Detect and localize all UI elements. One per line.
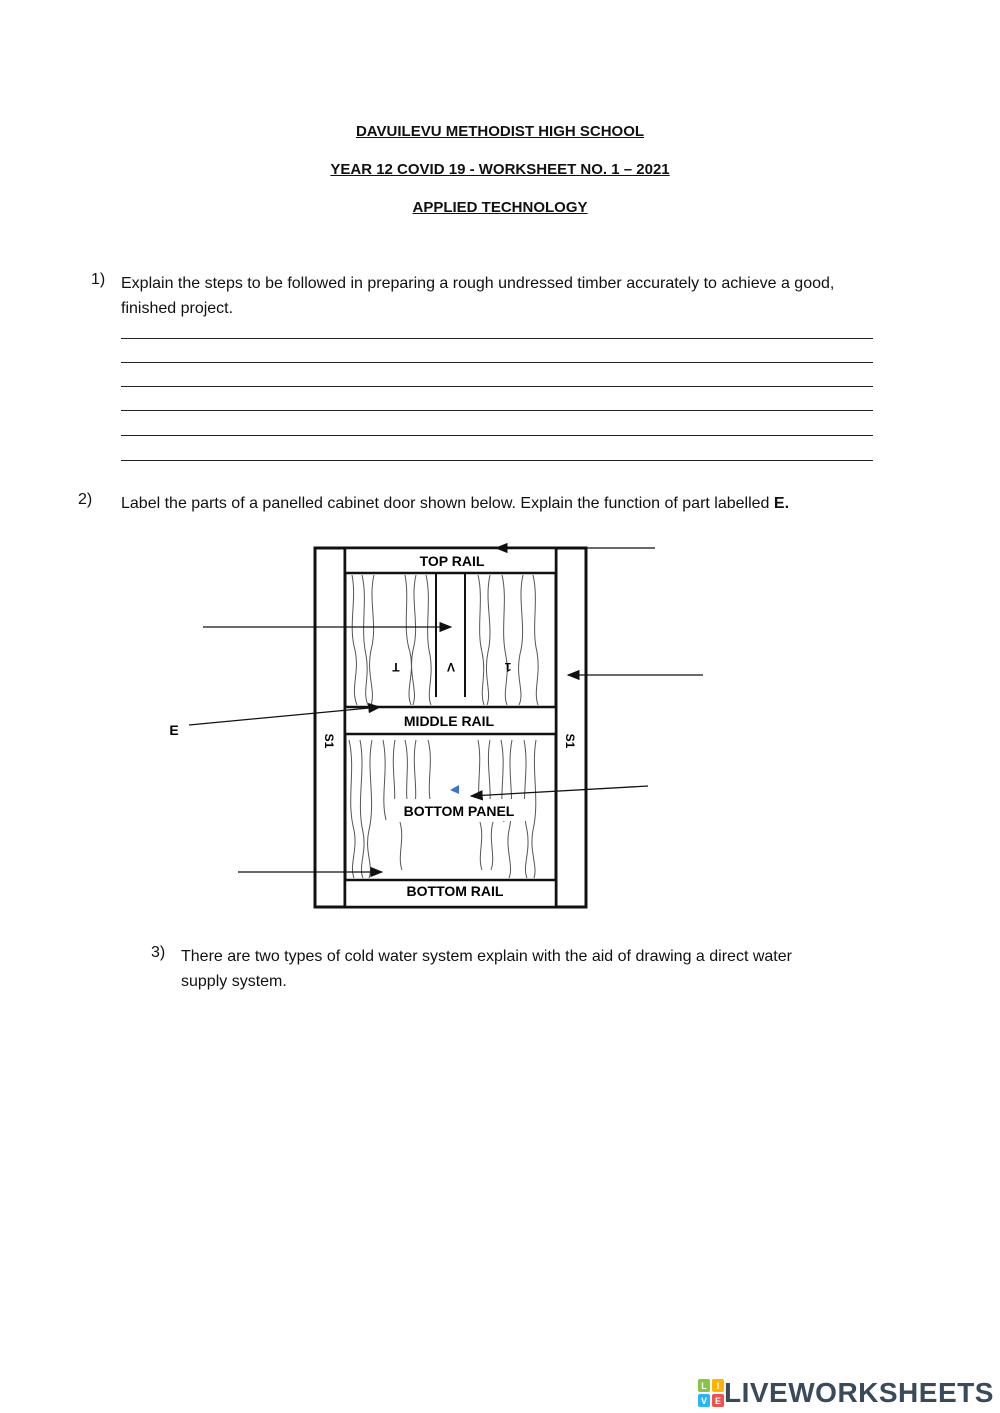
question-2-body: Label the parts of a panelled cabinet door shown below. Explain the function of part labelled [121,495,770,512]
top-panel-letter-3: 1 [504,660,512,674]
bottom-panel-label: BOTTOM PANEL [403,803,515,819]
label-e: E [169,722,179,738]
question-1-line-1: Explain the steps to be followed in preparing a rough undressed timber accurately to achieve a good, [121,275,835,292]
question-3-line-2: supply system. [181,973,287,990]
logo-letter-v: V [700,1396,708,1406]
question-1-number: 1) [91,271,106,288]
question-3-number: 3) [151,944,166,961]
worksheet-title: YEAR 12 COVID 19 - WORKSHEET NO. 1 – 2021 [330,161,670,178]
blue-marker-icon [450,785,459,794]
question-1-text [121,271,834,321]
cabinet-door-diagram [0,530,1000,920]
school-title: DAVUILEVU METHODIST HIGH SCHOOL [355,123,645,140]
logo-letter-l: L [701,1381,707,1391]
answer-line-2[interactable] [121,362,873,363]
top-panel-grain [352,575,538,705]
answer-blank-bottom-rail[interactable] [64,860,234,884]
answer-blank-top-panel[interactable] [30,615,200,639]
answer-line-6[interactable] [121,460,873,461]
answer-blank-right-stile[interactable] [706,663,876,687]
subject-title: APPLIED TECHNOLOGY [412,199,588,216]
question-2-bold-label: E. [773,495,790,512]
arrow-bottom-panel [471,786,648,796]
top-rail-label: TOP RAIL [419,553,485,569]
answer-line-4[interactable] [121,410,873,411]
liveworksheets-wordmark: LIVEWORKSHEETS [724,1377,994,1408]
answer-blank-bottom-panel[interactable] [652,774,822,798]
stile-left-label: S1 [322,733,336,749]
liveworksheets-logo-icon [698,1379,724,1407]
top-panel-letter-2: V [446,660,456,674]
question-1-line-2: finished project. [121,300,234,317]
answer-line-3[interactable] [121,386,873,387]
logo-letter-i: I [716,1381,720,1391]
stile-right-label: S1 [563,733,577,749]
top-panel-letter-1: T [392,660,400,674]
middle-rail-label: MIDDLE RAIL [403,713,495,729]
answer-line-1[interactable] [121,338,873,339]
question-3-text [181,944,792,994]
question-3-line-1: There are two types of cold water system explain with the aid of drawing a direct water [181,948,792,965]
liveworksheets-brand [698,1377,994,1409]
bottom-rail-label: BOTTOM RAIL [406,883,504,899]
logo-letter-e: E [714,1396,722,1406]
question-2-text [121,491,789,516]
answer-blank-top-rail[interactable] [657,535,827,559]
question-2-number: 2) [78,491,93,508]
answer-line-5[interactable] [121,435,873,436]
